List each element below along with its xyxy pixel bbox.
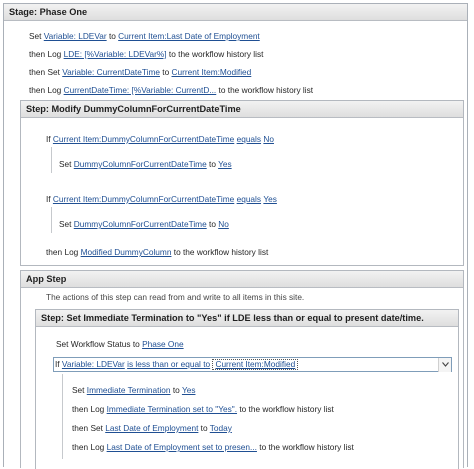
- app-step-description: The actions of this step can read from and write to all items in this site.: [46, 292, 305, 302]
- branch-line: [62, 374, 63, 459]
- variable-ldevar-link[interactable]: Variable: LDEVar: [43, 31, 107, 41]
- dummycolumn-field-link[interactable]: Current Item:DummyColumnForCurrentDateTime: [52, 194, 235, 204]
- action-set-immediate-termination: [72, 384, 195, 396]
- last-date-log-message-link[interactable]: Last Date of Employment set to presen...: [106, 442, 257, 452]
- action-set-last-date: [72, 422, 232, 434]
- action-text: to: [106, 31, 119, 41]
- action-keyword: then Set: [29, 67, 63, 77]
- stage-action-4: [29, 84, 313, 96]
- action-log-last-date: [72, 441, 354, 453]
- step-modify-dummycolumn: [20, 100, 464, 266]
- action-keyword: then Log: [72, 404, 107, 414]
- variable-currentdatetime-link[interactable]: Variable: CurrentDateTime: [62, 67, 160, 77]
- immediate-termination-log-message-link[interactable]: Immediate Termination set to "Yes".: [106, 404, 238, 414]
- equals-operator-link[interactable]: equals: [236, 134, 262, 144]
- equals-operator-link[interactable]: equals: [236, 194, 262, 204]
- if-keyword: If: [46, 134, 53, 144]
- action-text: to: [198, 423, 210, 433]
- value-yes-link[interactable]: Yes: [218, 159, 232, 169]
- set-action-2: [59, 218, 229, 230]
- last-date-of-employment-link[interactable]: Last Date of Employment: [105, 423, 199, 433]
- last-date-of-employment-link[interactable]: Current Item:Last Date of Employment: [118, 31, 260, 41]
- value-no-link[interactable]: No: [218, 219, 229, 229]
- action-text: to the workflow history list: [237, 404, 334, 414]
- value-yes-link[interactable]: Yes: [181, 385, 196, 395]
- stage-phase-one: [3, 3, 468, 467]
- branch-line: [51, 207, 52, 233]
- currentdatetime-log-message-link[interactable]: CurrentDateTime: [%Variable: CurrentD...: [63, 85, 217, 95]
- action-text: to the workflow history list: [256, 442, 354, 452]
- action-text: to the workflow history list: [171, 247, 269, 257]
- action-text: Set Workflow Status to: [56, 339, 143, 349]
- today-link[interactable]: Today: [209, 423, 232, 433]
- action-text: to the workflow history list: [166, 49, 264, 59]
- action-keyword: Set: [72, 385, 87, 395]
- stage-header: Stage: Phase One: [4, 4, 467, 21]
- dummycolumn-set-link[interactable]: DummyColumnForCurrentDateTime: [73, 219, 207, 229]
- log-action: [46, 246, 268, 258]
- action-text: to: [170, 385, 182, 395]
- step-immediate-termination: [35, 309, 459, 469]
- condition-dropdown-button[interactable]: [438, 358, 451, 372]
- action-text: to: [159, 67, 172, 77]
- condition-content: [55, 359, 298, 370]
- action-keyword: then Log: [29, 85, 64, 95]
- if-keyword: If: [46, 194, 53, 204]
- branch-line: [51, 147, 52, 173]
- dummycolumn-field-link[interactable]: Current Item:DummyColumnForCurrentDateTime: [52, 134, 235, 144]
- stage-action-2: [29, 48, 263, 60]
- action-keyword: Set: [29, 31, 44, 41]
- set-keyword: Set: [59, 159, 74, 169]
- stage-action-3: [29, 66, 251, 78]
- dummycolumn-set-link[interactable]: DummyColumnForCurrentDateTime: [73, 159, 207, 169]
- lde-log-message-link[interactable]: LDE: [%Variable: LDEVar%]: [63, 49, 167, 59]
- log-keyword: then Log: [46, 247, 81, 257]
- to-text: to: [206, 159, 219, 169]
- step-immediate-header: Step: Set Immediate Termination to "Yes" if LDE less than or equal to present date/time.: [36, 310, 458, 327]
- current-item-modified-link[interactable]: Current Item:Modified: [171, 67, 252, 77]
- condition-row[interactable]: [53, 357, 452, 372]
- if-condition-1: [46, 133, 274, 145]
- current-item-modified-link[interactable]: Current Item:Modified: [215, 359, 296, 369]
- action-keyword: then Log: [29, 49, 64, 59]
- stage-action-1: [29, 30, 260, 42]
- modified-dummycolumn-link[interactable]: Modified DummyColumn: [80, 247, 172, 257]
- chevron-down-icon: [442, 362, 449, 367]
- phase-one-link[interactable]: Phase One: [142, 339, 184, 349]
- set-workflow-status: [56, 338, 184, 350]
- action-keyword: then Log: [72, 442, 107, 452]
- value-yes-link[interactable]: Yes: [263, 194, 277, 204]
- value-no-link[interactable]: No: [263, 134, 274, 144]
- action-keyword: then Set: [72, 423, 106, 433]
- if-keyword: If: [55, 359, 62, 369]
- set-keyword: Set: [59, 219, 74, 229]
- to-text: to: [206, 219, 219, 229]
- less-than-or-equal-operator-link[interactable]: is less than or equal to: [127, 359, 211, 369]
- app-step: [20, 270, 464, 468]
- set-action-1: [59, 158, 232, 170]
- step-modify-header: Step: Modify DummyColumnForCurrentDateTime: [21, 101, 463, 118]
- immediate-termination-link[interactable]: Immediate Termination: [86, 385, 171, 395]
- app-step-header: App Step: [21, 271, 463, 288]
- current-item-modified-field[interactable]: [212, 359, 298, 370]
- action-log-immediate-termination: [72, 403, 334, 415]
- action-text: to the workflow history list: [216, 85, 314, 95]
- variable-ldevar-link[interactable]: Variable: LDEVar: [61, 359, 125, 369]
- if-condition-2: [46, 193, 277, 205]
